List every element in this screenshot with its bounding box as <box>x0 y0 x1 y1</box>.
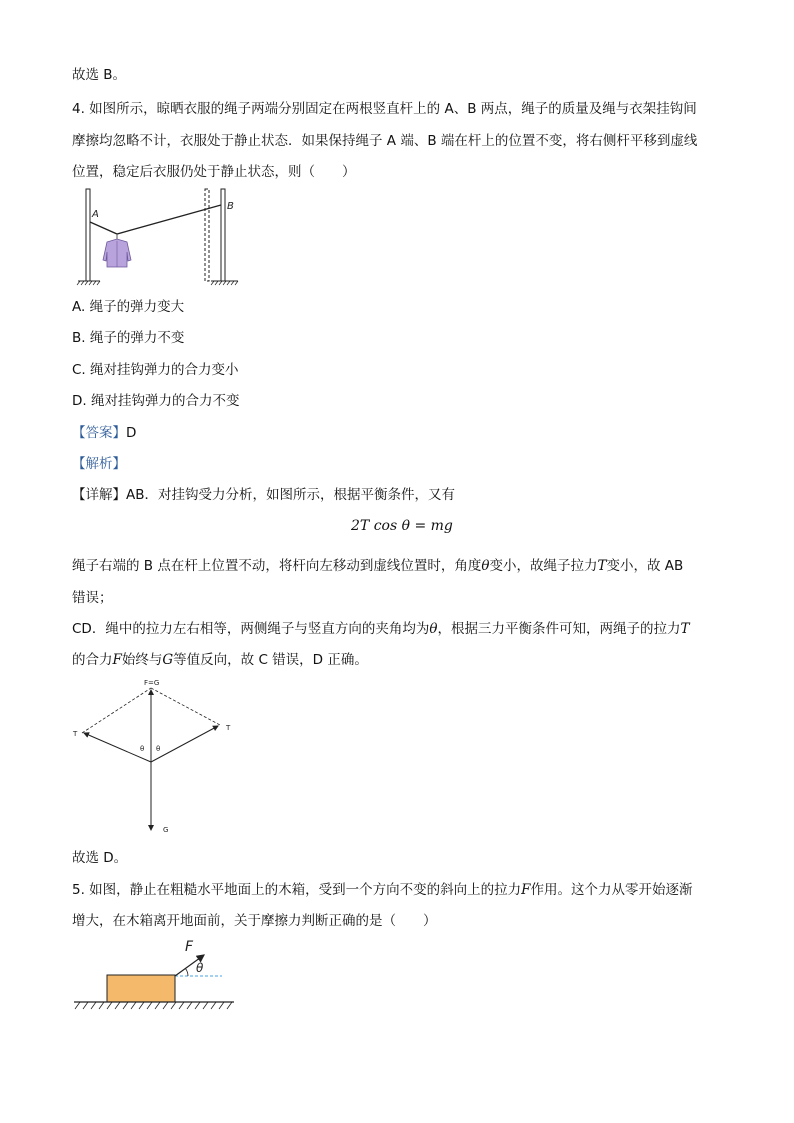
symbol-G: G <box>162 652 174 668</box>
label-A: A <box>92 209 99 220</box>
explanation-line-1 <box>72 557 683 575</box>
detail-text: AB．对挂钩受力分析，如图所示，根据平衡条件，又有 <box>126 487 455 503</box>
jacket-icon <box>103 239 131 267</box>
label-F: F <box>185 939 194 955</box>
answer-value: D <box>126 425 137 441</box>
label-theta: θ <box>196 961 204 975</box>
force-diagram <box>70 676 250 840</box>
symbol-theta: θ <box>481 558 490 574</box>
answer-line <box>72 424 136 442</box>
question-5-line-2: 增大，在木箱离开地面前，关于摩擦力判断正确的是（ ） <box>72 913 437 929</box>
explanation-line-2: 错误； <box>72 590 113 606</box>
clothesline-figure <box>74 186 249 288</box>
option-d: D. 绳对挂钩弹力的合力不变 <box>72 393 240 409</box>
label-G: G <box>163 826 169 834</box>
left-pole <box>86 189 90 281</box>
dashed-pole <box>205 189 209 281</box>
text-line: 故选 D。 <box>72 850 128 866</box>
question-4-line-2: 摩擦均忽略不计，衣服处于静止状态．如果保持绳子 A 端、B 端在杆上的位置不变，将右侧杆平移到虚线 <box>72 133 698 149</box>
vector-T-right <box>151 726 218 762</box>
label-T-right: T <box>226 724 231 732</box>
label-theta-right: θ <box>156 745 161 753</box>
detail-tag: 【详解】 <box>72 487 126 503</box>
question-5-line-1 <box>72 881 693 899</box>
label-B: B <box>227 201 234 212</box>
analysis-label: 【解析】 <box>72 456 126 472</box>
option-a: A. 绳子的弹力变大 <box>72 299 185 315</box>
text-segment: 的合力 <box>72 652 113 668</box>
angle-arc <box>186 969 189 977</box>
text-segment: 绳子右端的 B 点在杆上位置不动，将杆向左移动到虚线位置时，角度 <box>72 558 482 574</box>
right-pole <box>221 189 225 281</box>
text-segment: 变小，故绳子拉力 <box>489 558 598 574</box>
formula: 2T cos θ = mg <box>351 518 453 534</box>
wooden-box <box>107 975 175 1002</box>
analysis-tag <box>72 455 126 473</box>
symbol-F: F <box>112 652 122 668</box>
question-4-line-3: 位置，稳定后衣服仍处于静止状态，则（ ） <box>72 164 356 180</box>
text-segment: 5. 如图，静止在粗糙水平地面上的木箱，受到一个方向不变的斜向上的拉力 <box>72 882 522 898</box>
symbol-F: F <box>521 882 531 898</box>
text-segment: 作用。这个力从零开始逐渐 <box>530 882 693 898</box>
text-segment: 变小，故 AB <box>606 558 684 574</box>
text-segment: 等值反向，故 C 错误，D 正确。 <box>173 652 368 668</box>
text-line: 故选 B。 <box>72 67 127 83</box>
symbol-theta: θ <box>429 621 438 637</box>
text-segment: ，根据三力平衡条件可知，两绳子的拉力 <box>437 621 681 637</box>
label-F-equals-G: F=G <box>144 679 160 687</box>
text-segment: 始终与 <box>121 652 163 668</box>
text-segment: CD．绳中的拉力左右相等，两侧绳子与竖直方向的夹角均为 <box>72 621 430 637</box>
symbol-T: T <box>597 558 607 574</box>
question-4-line-1: 4. 如图所示，晾晒衣服的绳子两端分别固定在两根竖直杆上的 A、B 两点，绳子的质量及绳与衣架挂钩间 <box>72 101 697 117</box>
symbol-T: T <box>680 621 690 637</box>
cd-line-2 <box>72 651 368 669</box>
detail-line <box>72 486 455 504</box>
cd-line-1 <box>72 620 689 638</box>
box-force-figure <box>72 936 237 1012</box>
answer-tag: 【答案】 <box>72 425 126 441</box>
rope <box>90 205 221 234</box>
option-b: B. 绳子的弹力不变 <box>72 330 185 346</box>
label-theta-left: θ <box>140 745 145 753</box>
label-T-left: T <box>73 730 78 738</box>
option-c: C. 绳对挂钩弹力的合力变小 <box>72 362 239 378</box>
